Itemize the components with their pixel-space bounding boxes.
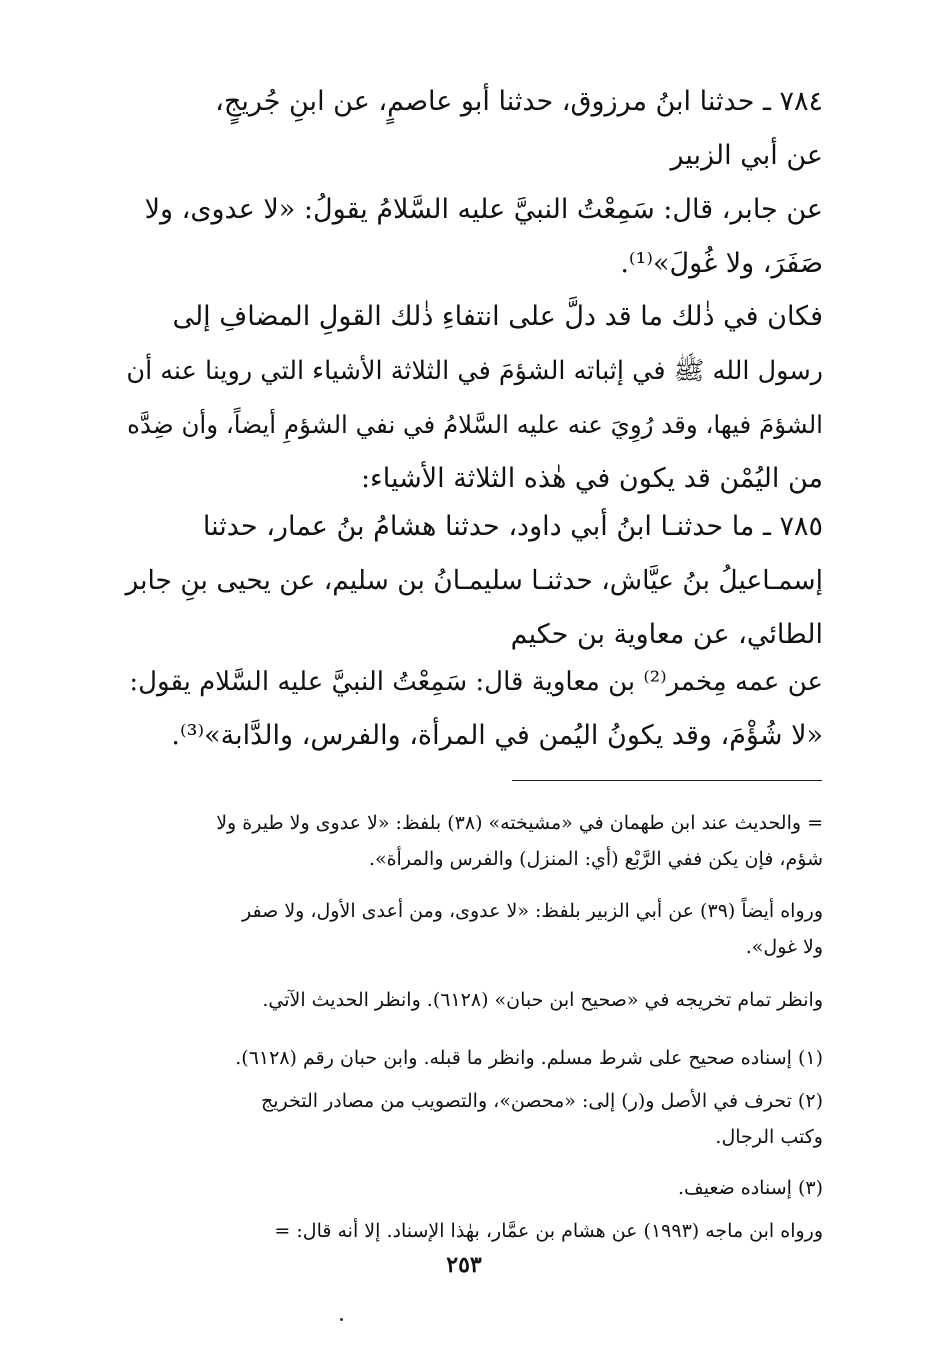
paragraph-hadith-785-matn <box>118 655 823 763</box>
footnote-3 <box>118 1170 823 1206</box>
text-line: صَفَرَ، ولا غُولَ»⁽¹⁾. <box>620 248 823 279</box>
footnote-line: وكتب الرجال. <box>715 1126 823 1148</box>
footnote-line: (٢) تحرف في الأصل و(ر) إلى: «محصن»، والتصويب من مصادر التخريج <box>260 1090 823 1112</box>
footnote-line: ولا غول». <box>745 936 823 958</box>
footnote-paragraph <box>118 893 823 965</box>
footnote-paragraph <box>118 982 823 1018</box>
footnote-line: = والحديث عند ابن طهمان في «مشيخته» (٣٨) بلفظ: «لا عدوى ولا طيرة ولا <box>216 812 823 834</box>
text-line: الشؤمَ فيها، وقد رُوِيَ عنه عليه السَّلامُ في نفي الشؤمِ أيضاً، وأن ضِدَّه <box>127 410 823 439</box>
text-line: عن عمه مِخمر⁽²⁾ بن معاوية قال: سَمِعْتُ النبيَّ عليه السَّلام يقول: <box>129 667 823 697</box>
text-line: إسمـاعيلُ بنُ عيَّاش، حدثنـا سليمـانُ بن سليم، عن يحيى بنِ جابر <box>125 565 823 596</box>
page-number: ٢٥٣ <box>446 1252 482 1278</box>
footnote-line: شؤم، فإن يكن ففي الرَّبْع (أي: المنزل) والفرس والمرأة». <box>368 848 823 870</box>
paragraph-hadith-784-isnad <box>118 75 823 183</box>
text-line: ٧٨٤ ـ حدثنا ابنُ مرزوق، حدثنا أبو عاصمٍ، عن ابنِ جُريجٍ، <box>215 86 823 117</box>
text-line: عن أبي الزبير <box>670 140 823 171</box>
paragraph-hadith-785-isnad <box>118 500 823 662</box>
footnote-paragraph <box>118 1213 823 1249</box>
footnote-line: (١) إسناده صحيح على شرط مسلم. وانظر ما قبله. وابن حبان رقم (٦١٢٨). <box>235 1047 823 1069</box>
footnote-divider <box>512 780 822 781</box>
footnote-2 <box>118 1083 823 1155</box>
text-line: ٧٨٥ ـ ما حدثنـا ابنُ أبي داود، حدثنا هشامُ بنُ عمار، حدثنا <box>202 511 823 542</box>
paragraph-hadith-784-matn <box>118 183 823 291</box>
footnote-line: ورواه ابن ماجه (١٩٩٣) عن هشام بن عمَّار، بهٰذا الإسناد. إلا أنه قال: = <box>274 1220 823 1242</box>
text-line: رسول الله ﷺ في إثباته الشؤمَ في الثلاثة الأشياء التي روينا عنه أن <box>126 356 823 386</box>
footnote-line: ورواه أيضاً (٣٩) عن أبي الزبير بلفظ: «لا عدوى، ومن أعدى الأول، ولا صفر <box>242 900 823 922</box>
text-line: فكان في ذٰلك ما قد دلَّ على انتفاءِ ذٰلك القولِ المضافِ إلى <box>172 301 823 332</box>
footnote-continuation <box>118 805 823 877</box>
footnote-1 <box>118 1040 823 1076</box>
paragraph-commentary <box>118 290 823 506</box>
text-line: من اليُمْن قد يكون في هٰذه الثلاثة الأشياء: <box>360 463 823 494</box>
footnote-line: (٣) إسناده ضعيف. <box>677 1177 823 1199</box>
text-line: عن جابر، قال: سَمِعْتُ النبيَّ عليه السَّلامُ يقولُ: «لا عدوى، ولا <box>144 194 823 225</box>
scan-speck <box>340 1318 343 1321</box>
text-line: الطائي، عن معاوية بن حكيم <box>510 619 823 650</box>
footnote-line: وانظر تمام تخريجه في «صحيح ابن حبان» (٦١٢٨). وانظر الحديث الآتي. <box>262 989 823 1011</box>
text-line: «لا شُؤْمَ، وقد يكونُ اليُمن في المرأة، والفرس، والدَّابة»⁽³⁾. <box>171 720 823 751</box>
